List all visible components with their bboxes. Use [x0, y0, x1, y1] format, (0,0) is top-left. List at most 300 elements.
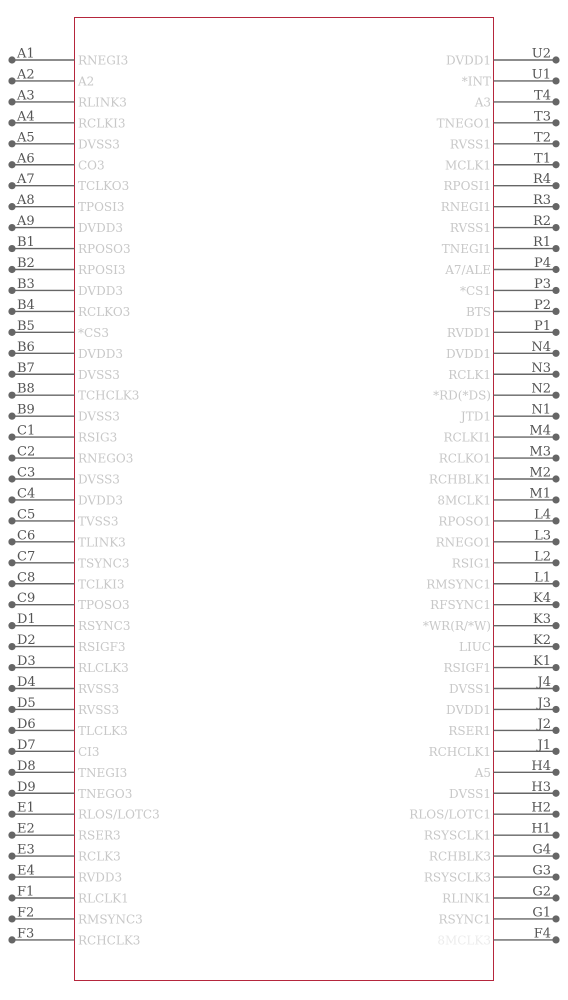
- pin-terminal-dot: [8, 434, 15, 441]
- pin-number: A6: [17, 151, 35, 167]
- pin-terminal-dot: [8, 203, 15, 210]
- pin-number: C7: [17, 549, 36, 565]
- pin-number: K1: [533, 654, 551, 670]
- pin-terminal-dot: [8, 853, 15, 860]
- pin: [450, 130, 560, 151]
- pin-name: RPOSO1: [438, 514, 491, 529]
- pin-name: RLOS/LOTC3: [78, 807, 160, 822]
- pin: [443, 654, 559, 675]
- pin-terminal-dot: [552, 475, 559, 482]
- pin-name: *CS3: [78, 325, 110, 340]
- pin-number: C9: [17, 591, 36, 607]
- pin-terminal-dot: [8, 350, 15, 357]
- pin-number: D7: [17, 737, 36, 753]
- pin-terminal-dot: [8, 538, 15, 545]
- pin-name: RPOSI1: [443, 179, 491, 194]
- pin: [8, 528, 125, 549]
- pin-terminal-dot: [8, 832, 15, 839]
- pin-terminal-dot: [552, 287, 559, 294]
- pin-name: CI3: [78, 744, 100, 759]
- pin-terminal-dot: [552, 601, 559, 608]
- pin-terminal-dot: [552, 413, 559, 420]
- pin-number: E2: [17, 821, 35, 837]
- pin: [8, 403, 120, 424]
- pin-number: C4: [17, 486, 36, 502]
- pin-name: RMSYNC1: [426, 577, 491, 592]
- pin-number: L3: [534, 528, 551, 544]
- pin-name: RSYNC1: [438, 912, 491, 927]
- pin-name: DVSS3: [78, 409, 120, 424]
- pin-number: K4: [533, 591, 551, 607]
- pin-terminal-dot: [552, 329, 559, 336]
- pin-number: H4: [531, 758, 551, 774]
- pin-number: F1: [17, 884, 35, 900]
- pin: [8, 277, 123, 298]
- pin-number: F2: [17, 905, 35, 921]
- pin: [437, 109, 560, 130]
- pin-name: DVDD3: [78, 283, 123, 298]
- pin-terminal-dot: [552, 873, 559, 880]
- pin-number: U2: [531, 46, 551, 62]
- pin-terminal-dot: [552, 182, 559, 189]
- pin-number: P2: [533, 297, 551, 313]
- pin-name: RNEGI3: [78, 53, 129, 68]
- pin-name: A2: [78, 74, 95, 89]
- pin-number: L1: [534, 570, 551, 586]
- pin-terminal-dot: [8, 224, 15, 231]
- pin-number: H1: [531, 821, 551, 837]
- pin: [8, 759, 127, 780]
- pin-number: F4: [533, 926, 551, 942]
- pin-number: N3: [531, 360, 551, 376]
- pin-number: U1: [531, 67, 551, 83]
- pin-name: TCLKO3: [78, 179, 130, 194]
- pin-number: N1: [531, 402, 551, 418]
- pin-terminal-dot: [552, 643, 559, 650]
- pin: [8, 675, 119, 696]
- pin-name: RCHBLK3: [428, 849, 491, 864]
- pin-terminal-dot: [552, 454, 559, 461]
- pin: [452, 549, 560, 570]
- pin-terminal-dot: [552, 371, 559, 378]
- pin-name: A3: [474, 95, 491, 110]
- pin-name: RLINK3: [78, 95, 127, 110]
- pin: [8, 130, 120, 151]
- pin: [8, 67, 94, 88]
- pin-number: J4: [537, 675, 551, 690]
- pin-name: TLCLK3: [78, 723, 128, 738]
- pin-number: N4: [531, 339, 551, 355]
- pin: [429, 843, 560, 864]
- pin-terminal-dot: [8, 392, 15, 399]
- pin: [8, 193, 124, 214]
- pin-number: D6: [17, 716, 36, 732]
- pin-number: M3: [529, 444, 551, 460]
- pin-name: RCLKO3: [78, 304, 131, 319]
- pin-terminal-dot: [8, 769, 15, 776]
- pin: [8, 654, 128, 675]
- pin-terminal-dot: [552, 517, 559, 524]
- pin-terminal-dot: [552, 224, 559, 231]
- pin-terminal-dot: [8, 873, 15, 880]
- pin-terminal-dot: [552, 98, 559, 105]
- pin-number: G1: [532, 905, 551, 921]
- pin-number: C2: [17, 444, 36, 460]
- pin-name: TPOSO3: [78, 598, 130, 613]
- pin: [8, 612, 130, 633]
- pin-name: RMSYNC3: [78, 912, 143, 927]
- pin: [8, 256, 125, 277]
- pin-name: TNEGO3: [78, 786, 133, 801]
- pin-terminal-dot: [552, 119, 559, 126]
- pin-number: R4: [532, 172, 551, 188]
- pin-number: N2: [531, 381, 551, 397]
- pin: [8, 507, 118, 528]
- pin: [448, 717, 559, 738]
- pin-terminal-dot: [552, 622, 559, 629]
- pin: [8, 570, 124, 591]
- pin-terminal-dot: [552, 832, 559, 839]
- pin: [424, 864, 560, 885]
- pin-name: RCHCLK1: [428, 744, 491, 759]
- pin-number: T4: [534, 88, 551, 104]
- pin: [8, 47, 128, 68]
- pin-number: P4: [533, 256, 551, 271]
- pin: [8, 780, 132, 801]
- left-pin-group: [8, 47, 159, 948]
- pin-number: C1: [17, 423, 36, 439]
- pin: [8, 151, 104, 172]
- right-pin-group: [409, 47, 559, 948]
- pin-number: G3: [532, 863, 551, 879]
- pin: [424, 822, 560, 843]
- pin-name: *INT: [461, 74, 491, 89]
- pin-name: DVDD3: [78, 493, 123, 508]
- pin: [8, 591, 129, 612]
- pin-number: D9: [17, 779, 36, 795]
- pin-terminal-dot: [552, 56, 559, 63]
- pin-name: TVSS3: [78, 514, 119, 529]
- pin-number: A3: [17, 88, 35, 104]
- pin-name: RVSS3: [78, 682, 120, 696]
- pin-name: RFSYNC1: [430, 598, 491, 613]
- pin: [8, 361, 120, 382]
- pin-terminal-dot: [552, 853, 559, 860]
- pin: [8, 109, 125, 130]
- pin-number: B4: [17, 297, 35, 313]
- pin-name: RCLKI3: [78, 116, 126, 131]
- pin-name: RCLKI1: [443, 430, 491, 445]
- pin-name: RSYSCLK1: [423, 828, 491, 843]
- pin-name: TNEGO1: [436, 116, 491, 131]
- pin-name: *RD(*DS): [433, 388, 491, 403]
- pin-name: LIUC: [458, 640, 491, 655]
- pin-number: K3: [533, 612, 551, 628]
- pin-terminal-dot: [552, 538, 559, 545]
- pin: [8, 466, 120, 487]
- pin-terminal-dot: [552, 936, 559, 943]
- pin-number: B9: [17, 402, 35, 418]
- pin-name: RVDD1: [446, 325, 491, 340]
- pin-number: P1: [533, 318, 551, 334]
- pin-terminal-dot: [8, 140, 15, 147]
- pin-number: L2: [534, 549, 551, 565]
- pin-terminal-dot: [8, 287, 15, 294]
- pin: [8, 801, 159, 822]
- pin-number: A5: [17, 130, 35, 146]
- pin-terminal-dot: [8, 308, 15, 315]
- pin-terminal-dot: [8, 517, 15, 524]
- pin-terminal-dot: [8, 643, 15, 650]
- pin-name: RLCLK1: [78, 891, 129, 906]
- pin-terminal-dot: [552, 685, 559, 692]
- pin-terminal-dot: [8, 559, 15, 566]
- pin-number: R2: [532, 214, 551, 230]
- pin-name: DVSS1: [449, 682, 491, 696]
- pin: [8, 549, 129, 570]
- pin: [8, 424, 117, 445]
- pin: [474, 759, 560, 780]
- pin-name: RPOSO3: [78, 242, 131, 257]
- pin-number: D8: [17, 758, 36, 774]
- pin: [8, 885, 128, 906]
- pin-terminal-dot: [552, 915, 559, 922]
- pin: [436, 528, 560, 549]
- pin: [8, 298, 130, 319]
- pin: [438, 507, 559, 528]
- pin-terminal-dot: [552, 496, 559, 503]
- pin-terminal-dot: [8, 622, 15, 629]
- pin-terminal-dot: [8, 413, 15, 420]
- pin-terminal-dot: [8, 98, 15, 105]
- pin-terminal-dot: [8, 182, 15, 189]
- pin-terminal-dot: [552, 894, 559, 901]
- pin-number: T2: [534, 130, 551, 146]
- pin-name: DVSS1: [449, 786, 491, 801]
- pin-number: D5: [17, 695, 36, 711]
- pin-terminal-dot: [8, 454, 15, 461]
- pin-name: DVSS3: [78, 472, 120, 487]
- pin: [449, 675, 560, 696]
- pin-name: RPOSI3: [78, 263, 126, 277]
- pin: [446, 696, 560, 717]
- pin: [423, 612, 560, 633]
- pin: [426, 570, 559, 591]
- pin-number: M1: [529, 486, 551, 502]
- pin: [439, 445, 560, 466]
- pin-terminal-dot: [552, 203, 559, 210]
- pin-number: E4: [17, 863, 35, 879]
- pin-name: JTD1: [460, 409, 491, 424]
- pin-name: RCHCLK3: [78, 933, 141, 948]
- pin-terminal-dot: [8, 329, 15, 336]
- pin-number: D4: [17, 675, 36, 690]
- pin: [445, 151, 560, 172]
- pin-name: TNEGI1: [441, 242, 491, 257]
- pin-number: F3: [17, 926, 35, 942]
- pin-terminal-dot: [8, 371, 15, 378]
- pin-name: TCLKI3: [78, 577, 125, 592]
- pin-number: C8: [17, 570, 36, 586]
- pin-terminal-dot: [552, 748, 559, 755]
- pin-name: 8MCLK3: [437, 933, 491, 948]
- pin-name: TPOSI3: [78, 200, 125, 215]
- pin-terminal-dot: [8, 894, 15, 901]
- pin-name: DVDD1: [446, 346, 491, 361]
- pin: [429, 738, 560, 759]
- pin-number: H2: [531, 800, 551, 816]
- pin-terminal-dot: [8, 706, 15, 713]
- pin-name: A5: [474, 765, 491, 780]
- pin-terminal-dot: [8, 161, 15, 168]
- pin-name: RVSS1: [449, 137, 491, 152]
- pin-number: C3: [17, 465, 36, 481]
- pin-number: B1: [17, 235, 35, 251]
- pin-number: J1: [537, 737, 551, 753]
- pin: [466, 298, 560, 319]
- pin-terminal-dot: [8, 790, 15, 797]
- pin: [8, 633, 125, 654]
- pin-number: A1: [17, 46, 35, 62]
- pin-terminal-dot: [8, 496, 15, 503]
- pin-name: TNEGI3: [78, 765, 128, 780]
- pin-terminal-dot: [552, 769, 559, 776]
- pin-name: RCLK3: [78, 849, 121, 864]
- pin-number: J2: [537, 716, 551, 732]
- pin-number: D1: [17, 612, 36, 628]
- pin: [8, 88, 126, 109]
- pin-number: H3: [531, 779, 551, 795]
- pin: [459, 403, 560, 424]
- pin: [462, 67, 560, 88]
- pin-terminal-dot: [8, 915, 15, 922]
- pin: [448, 361, 559, 382]
- pin-terminal-dot: [552, 664, 559, 671]
- pin: [8, 864, 122, 885]
- pin-terminal-dot: [8, 77, 15, 84]
- pin-name: MCLK1: [444, 158, 491, 173]
- pin-number: P3: [533, 276, 551, 292]
- pin-name: A7/ALE: [445, 263, 491, 277]
- pin-name: RSIG3: [78, 430, 118, 445]
- pin-number: A9: [17, 214, 35, 230]
- pin-number: B3: [17, 276, 35, 292]
- pin-number: B6: [17, 339, 35, 355]
- pin-name: DVSS3: [78, 367, 120, 382]
- pin-terminal-dot: [552, 308, 559, 315]
- pin-name: BTS: [465, 304, 491, 319]
- pin-name: RLOS/LOTC1: [409, 807, 491, 822]
- pin-name: *CS1: [459, 283, 491, 298]
- pin-terminal-dot: [8, 811, 15, 818]
- pin: [8, 340, 123, 361]
- pin-terminal-dot: [8, 601, 15, 608]
- pin-terminal-dot: [8, 727, 15, 734]
- pin-name: RVDD3: [78, 870, 123, 885]
- pin-terminal-dot: [552, 727, 559, 734]
- pin-number: L4: [534, 507, 551, 523]
- pin-name: RSIGF1: [443, 661, 491, 676]
- pin: [443, 172, 559, 193]
- pin-number: J3: [537, 695, 551, 711]
- pin: [430, 591, 559, 612]
- pin: [439, 905, 560, 926]
- pin-terminal-dot: [552, 790, 559, 797]
- pin: [447, 319, 560, 340]
- pin-terminal-dot: [552, 161, 559, 168]
- pin: [460, 277, 560, 298]
- pin-name: RSIG1: [451, 556, 491, 571]
- pin-number: A8: [17, 193, 35, 209]
- pin: [8, 445, 133, 466]
- pin: [449, 780, 560, 801]
- pin-terminal-dot: [552, 706, 559, 713]
- pin: [474, 88, 560, 109]
- pin-terminal-dot: [552, 434, 559, 441]
- pin-number: M4: [529, 423, 551, 439]
- pin-name: DVDD3: [78, 221, 123, 236]
- pin-number: B7: [17, 360, 35, 376]
- pin-terminal-dot: [552, 811, 559, 818]
- pin: [409, 801, 559, 822]
- pin-name: RLINK1: [442, 891, 491, 906]
- pin-terminal-dot: [8, 580, 15, 587]
- pin-name: RSYNC3: [78, 619, 131, 634]
- pin-name: TLINK3: [78, 535, 126, 550]
- pin-terminal-dot: [552, 580, 559, 587]
- pin: [8, 172, 129, 193]
- pin-terminal-dot: [8, 56, 15, 63]
- pin-name: RSYSCLK3: [423, 870, 491, 885]
- pin-name: RSIGF3: [78, 640, 126, 655]
- pin-name: DVSS3: [78, 137, 120, 152]
- pin: [429, 466, 560, 487]
- pin-number: B8: [17, 381, 35, 397]
- pin: [8, 486, 123, 507]
- pin-number: A7: [17, 172, 35, 188]
- pin: [8, 235, 130, 256]
- pin-name: RCHBLK1: [428, 472, 491, 487]
- pin-number: T3: [534, 109, 551, 125]
- pin: [437, 486, 559, 507]
- pin: [441, 193, 560, 214]
- pin: [446, 47, 560, 68]
- pin-number: B5: [17, 318, 35, 334]
- pin-terminal-dot: [8, 936, 15, 943]
- pin-name: RVSS1: [449, 221, 491, 236]
- pin: [442, 885, 559, 906]
- pin-number: R3: [532, 193, 551, 209]
- pin: [450, 214, 560, 235]
- pin: [8, 738, 99, 759]
- pin-terminal-dot: [552, 559, 559, 566]
- pin-number: R1: [532, 235, 551, 251]
- pin: [437, 926, 559, 947]
- pin: [443, 424, 559, 445]
- pin-name: CO3: [78, 158, 105, 173]
- pin-number: G2: [532, 884, 551, 900]
- pin-number: C5: [17, 507, 36, 523]
- pin-name: RSER1: [448, 723, 491, 738]
- pin: [459, 633, 560, 654]
- pin-number: E3: [17, 842, 35, 858]
- pin-name: RCLKO1: [438, 451, 491, 466]
- pin: [442, 235, 560, 256]
- pin-number: A2: [17, 67, 35, 83]
- pin-terminal-dot: [552, 350, 559, 357]
- pin-terminal-dot: [552, 392, 559, 399]
- pin-terminal-dot: [8, 475, 15, 482]
